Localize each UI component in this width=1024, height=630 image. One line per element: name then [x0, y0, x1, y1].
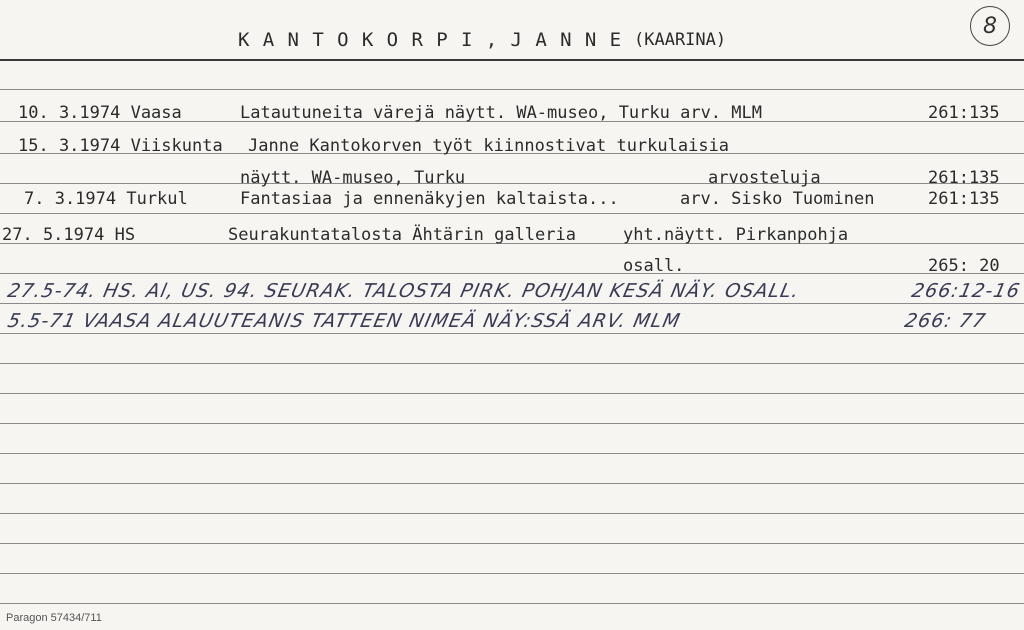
ruled-line [0, 423, 1024, 424]
ruled-line [0, 603, 1024, 604]
entry-text: Janne Kantokorven työt kiinnostivat turkulaisia [248, 136, 730, 156]
card-footer: Paragon 57434/711 [6, 612, 102, 624]
ruled-line [0, 543, 1024, 544]
entry-text-secondary: osall. [623, 256, 685, 276]
ruled-line [0, 273, 1024, 274]
entry-date: 15. 3.1974 Viiskunta [18, 136, 223, 156]
card-number: 8 [983, 13, 997, 39]
ruled-line [0, 303, 1024, 304]
entry-ref: 261:135 [928, 103, 1000, 123]
ruled-line [0, 573, 1024, 574]
header-rule [0, 59, 1024, 61]
entry-text-secondary: yht.näytt. Pirkanpohja [623, 225, 849, 245]
entry-date: 27. 5.1974 HS [2, 225, 136, 245]
ruled-line [0, 183, 1024, 184]
handwritten-entry: 5.5-71 VAASA ALAUUTEANIS TATTEEN NIMEÄ NÄY:SSÄ ARV. MLM [5, 310, 683, 332]
ruled-line [0, 513, 1024, 514]
ruled-line [0, 333, 1024, 334]
card-number-circle [970, 6, 1010, 46]
entry-date: 7. 3.1974 Turkul [24, 189, 188, 209]
ruled-line [0, 483, 1024, 484]
entry-text-secondary: arv. Sisko Tuominen [680, 189, 875, 209]
entry-text: näytt. WA-museo, Turku [240, 168, 466, 188]
ruled-line [0, 213, 1024, 214]
entry-ref: 261:135 [928, 189, 1000, 209]
handwritten-ref: 266:12-16 [909, 280, 1023, 302]
ruled-line [0, 363, 1024, 364]
entry-text: Fantasiaa ja ennenäkyjen kaltaista... [240, 189, 619, 209]
handwritten-ref: 266: 77 [902, 310, 989, 332]
entry-ref: 265: 20 [928, 256, 1000, 276]
entry-text-secondary: arvosteluja [708, 168, 821, 188]
ruled-line [0, 89, 1024, 90]
entry-text: Latautuneita värejä näytt. WA-museo, Turku arv. MLM [240, 103, 762, 123]
ruled-line [0, 453, 1024, 454]
ruled-line [0, 393, 1024, 394]
handwritten-entry: 27.5-74. HS. Al, US. 94. SEURAK. TALOSTA PIRK. POHJAN KESÄ NÄY. OSALL. [5, 280, 802, 302]
entry-ref: 261:135 [928, 168, 1000, 188]
entry-text: Seurakuntatalosta Ähtärin galleria [228, 225, 576, 245]
card-title-place: (KAARINA) [634, 30, 727, 50]
card-title-name: K A N T O K O R P I , J A N N E [238, 29, 623, 51]
entry-date: 10. 3.1974 Vaasa [18, 103, 182, 123]
